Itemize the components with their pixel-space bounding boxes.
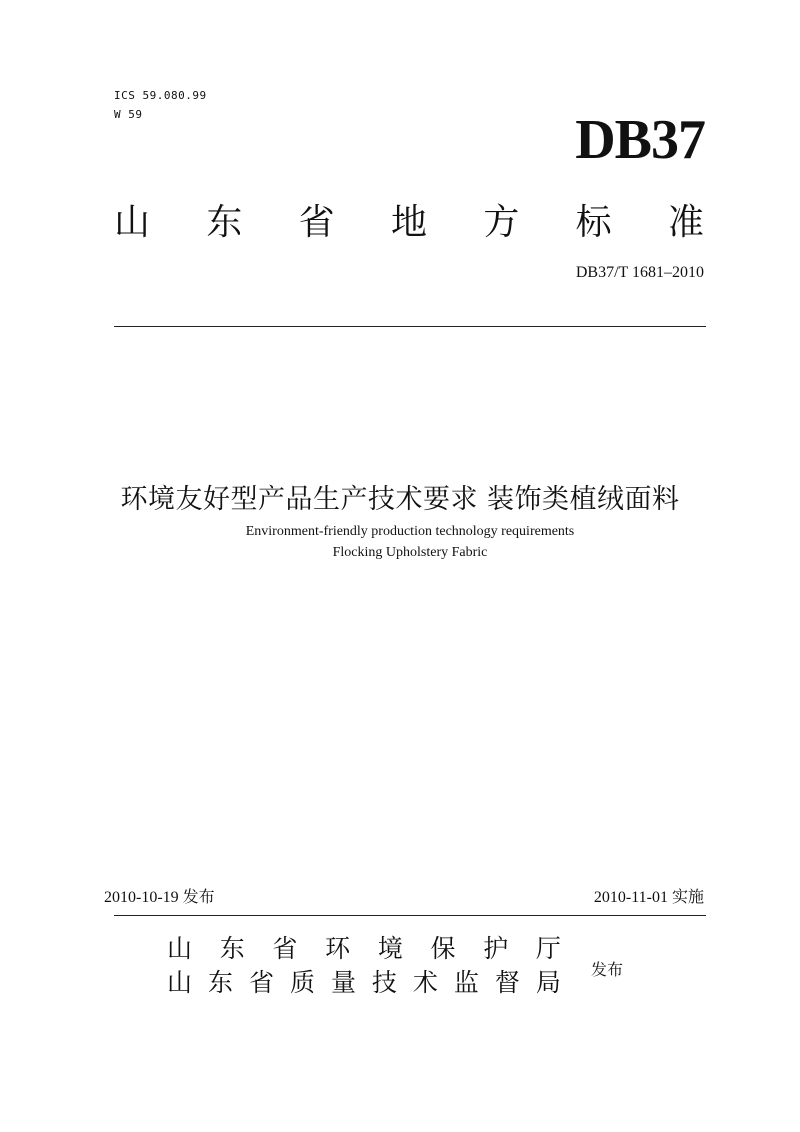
issuer-char: 省 <box>248 968 274 997</box>
standard-type-char: 东 <box>206 202 243 243</box>
issuer-char: 厅 <box>535 934 561 963</box>
standard-type-char: 方 <box>483 202 520 243</box>
standard-type-char: 省 <box>298 202 335 243</box>
issuer-char: 东 <box>207 968 233 997</box>
document-title-english-line2: Flocking Upholstery Fabric <box>332 545 488 560</box>
classification-code: W 59 <box>114 108 143 121</box>
issuer-char: 局 <box>535 968 561 997</box>
standard-number: DB37/T 1681–2010 <box>575 264 704 281</box>
issuer-char: 境 <box>377 934 403 963</box>
issuer-char: 监 <box>453 968 479 997</box>
issuer-char: 省 <box>272 934 298 963</box>
issuer-quality-supervision-bureau <box>167 965 561 1001</box>
issuer-char: 术 <box>412 968 438 997</box>
implementation-date: 2010-11-01 实施 <box>593 889 704 906</box>
issuer-char: 山 <box>167 968 193 997</box>
document-title-chinese: 环境友好型产品生产技术要求 装饰类植绒面料 <box>120 484 680 515</box>
standard-type-char: 标 <box>575 202 612 243</box>
issuer-environmental-protection-dept <box>167 931 561 967</box>
issuer-char: 量 <box>330 968 356 997</box>
issuer-char: 环 <box>325 934 351 963</box>
issuer-char: 山 <box>167 934 193 963</box>
standard-type-char: 地 <box>390 202 427 243</box>
issuer-char: 保 <box>430 934 456 963</box>
issuer-char: 东 <box>219 934 245 963</box>
document-title-english-line1: Environment-friendly production technology requirements <box>245 524 575 539</box>
standard-code-logo: DB37 <box>575 109 705 171</box>
standard-type-title <box>114 198 704 248</box>
issue-date: 2010-10-19 发布 <box>104 889 215 906</box>
issuer-char: 督 <box>494 968 520 997</box>
standard-type-char: 准 <box>667 202 704 243</box>
issuer-char: 技 <box>371 968 397 997</box>
issuer-char: 护 <box>483 934 509 963</box>
bottom-divider <box>114 915 706 916</box>
standard-type-char: 山 <box>114 202 151 243</box>
ics-code: ICS 59.080.99 <box>114 89 207 102</box>
top-divider <box>114 326 706 327</box>
publish-label: 发布 <box>591 960 624 979</box>
issuer-char: 质 <box>289 968 315 997</box>
